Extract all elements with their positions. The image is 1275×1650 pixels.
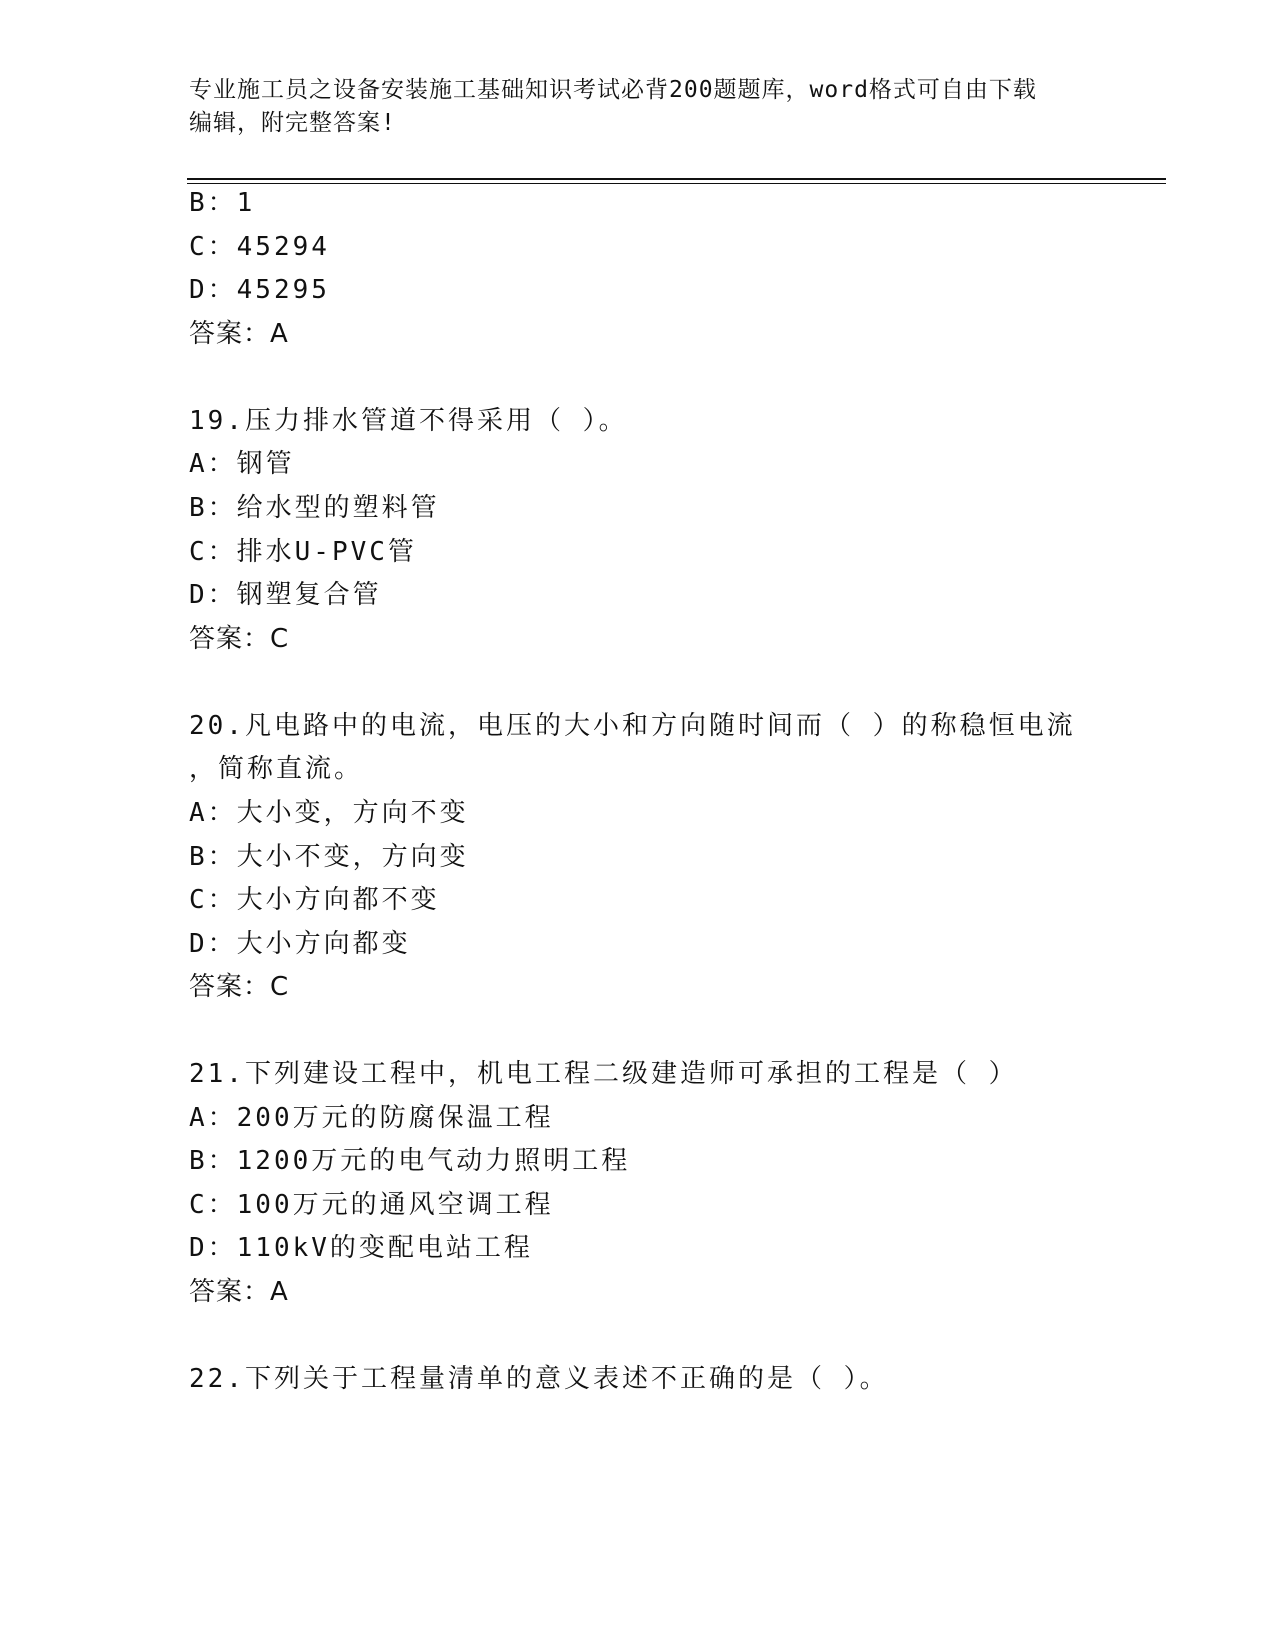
q20-option-c: C：大小方向都不变 [189, 885, 440, 915]
q21-option-d: D：110kV的变配电站工程 [189, 1233, 533, 1263]
q21-stem: 21.下列建设工程中，机电工程二级建造师可承担的工程是（ ） [189, 1059, 1018, 1089]
document-header [189, 74, 1089, 140]
q22-stem: 22.下列关于工程量清单的意义表述不正确的是（ ）。 [189, 1364, 889, 1394]
q20-option-a: A：大小变，方向不变 [189, 798, 469, 828]
header-title-line-2: 编辑，附完整答案! [189, 110, 396, 136]
q19-option-a: A：钢管 [189, 449, 295, 479]
q21-option-c: C：100万元的通风空调工程 [189, 1190, 554, 1220]
q20-stem-line-2: ，简称直流。 [189, 754, 364, 784]
q20-stem-line-1: 20.凡电路中的电流，电压的大小和方向随时间而（ ）的称稳恒电流 [189, 711, 1076, 741]
header-title-line-1: 专业施工员之设备安装施工基础知识考试必背200题题库，word格式可自由下载 [189, 77, 1037, 103]
header-divider-thick [187, 178, 1166, 180]
q20-answer: 答案：C [189, 972, 290, 1002]
q21-option-a: A：200万元的防腐保温工程 [189, 1103, 554, 1133]
q19-answer: 答案：C [189, 624, 290, 654]
q20-option-d: D：大小方向都变 [189, 929, 411, 959]
q18-option-c: C：45294 [189, 232, 330, 262]
header-divider-thin [187, 183, 1166, 184]
q20-option-b: B：大小不变，方向变 [189, 842, 469, 872]
q19-option-b: B：给水型的塑料管 [189, 493, 440, 523]
q21-answer: 答案：A [189, 1277, 289, 1307]
q18-answer: 答案：A [189, 319, 289, 349]
q19-option-d: D：钢塑复合管 [189, 580, 382, 610]
q18-option-d: D：45295 [189, 275, 330, 305]
q18-option-b: B：1 [189, 188, 256, 218]
q19-option-c: C：排水U-PVC管 [189, 537, 417, 567]
q19-stem: 19.压力排水管道不得采用（ ）。 [189, 406, 628, 436]
q21-option-b: B：1200万元的电气动力照明工程 [189, 1146, 631, 1176]
